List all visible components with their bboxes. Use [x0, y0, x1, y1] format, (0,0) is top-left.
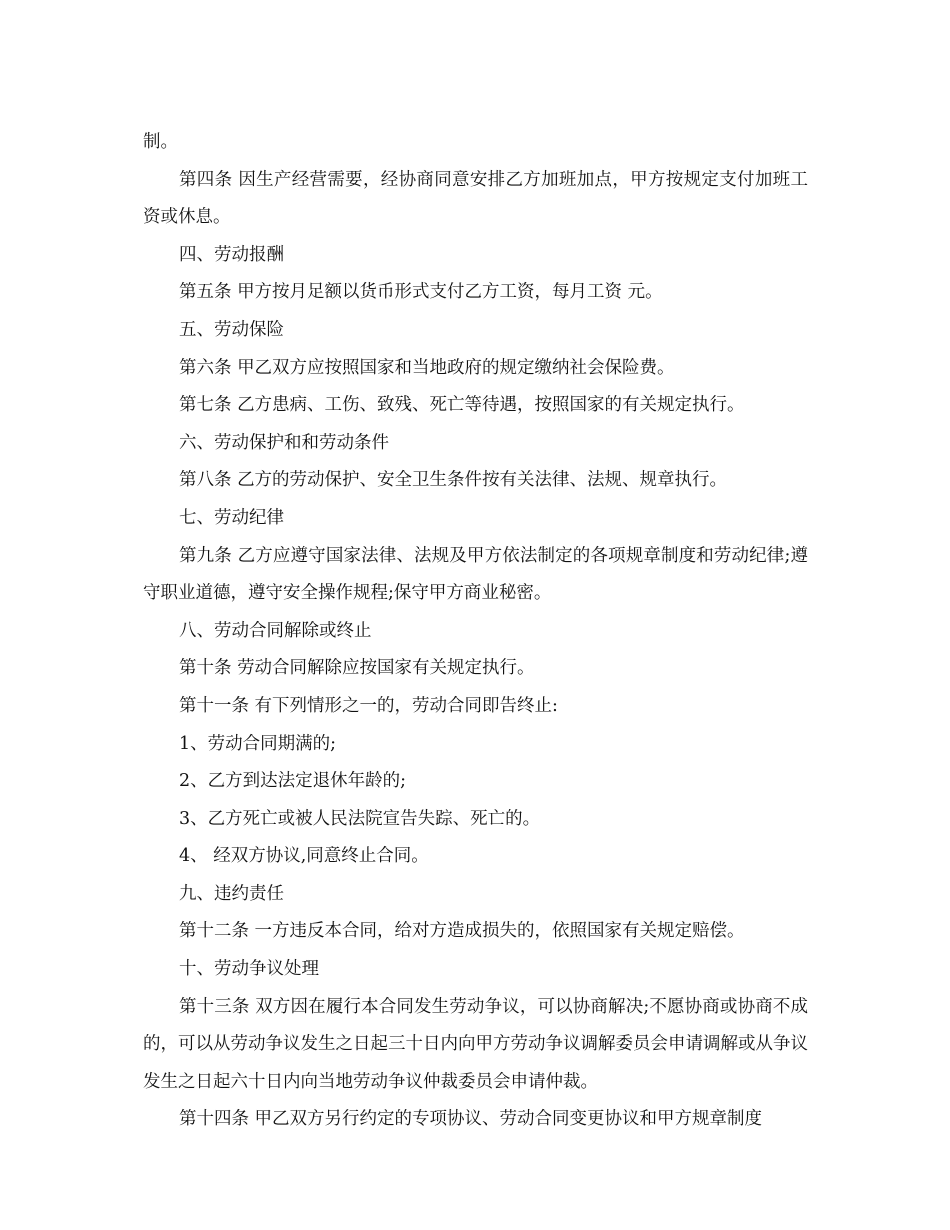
section-heading-liability: 九、违约责任 [179, 883, 284, 904]
article-12: 第十二条 一方违反本合同，给对方造成损失的，依照国家有关规定赔偿。 [179, 921, 745, 942]
list-item-2: 2、乙方到达法定退休年龄的; [179, 771, 407, 792]
section-heading-discipline: 七、劳动纪律 [179, 507, 284, 528]
section-heading-insurance: 五、劳动保险 [179, 319, 284, 340]
list-item-3: 3、乙方死亡或被人民法院宣告失踪、死亡的。 [179, 808, 541, 829]
section-heading-protection: 六、劳动保护和和劳动条件 [179, 432, 389, 453]
paragraph-continuation: 制。 [143, 132, 178, 152]
article-14: 第十四条 甲乙双方另行约定的专项协议、劳动合同变更协议和甲方规章制度 [179, 1109, 763, 1130]
list-item-1: 1、劳动合同期满的; [179, 733, 337, 754]
section-heading-dispute: 十、劳动争议处理 [179, 959, 319, 980]
article-8: 第八条 乙方的劳动保护、安全卫生条件按有关法律、法规、规章执行。 [179, 470, 728, 491]
article-7: 第七条 乙方患病、工伤、致残、死亡等待遇，按照国家的有关规定执行。 [179, 395, 745, 416]
article-5: 第五条 甲方按月足额以货币形式支付乙方工资，每月工资 元。 [179, 282, 663, 303]
article-6: 第六条 甲乙双方应按照国家和当地政府的规定缴纳社会保险费。 [179, 357, 675, 378]
document-body [143, 124, 808, 1139]
article-11: 第十一条 有下列情形之一的，劳动合同即告终止: [179, 695, 558, 716]
section-heading-termination: 八、劳动合同解除或终止 [179, 620, 372, 641]
article-13: 第十三条 双方因在履行本合同发生劳动争议，可以协商解决;不愿协商或协商不成的，可以从劳动争议发生之日起三十日内向甲方劳动争议调解委员会申请调解或从争议发生之日起六十日内向当地劳动争议仲裁委员会申请仲裁。 [143, 996, 808, 1092]
article-4: 第四条 因生产经营需要，经协商同意安排乙方加班加点，甲方按规定支付加班工资或休息。 [143, 169, 808, 228]
article-9: 第九条 乙方应遵守国家法律、法规及甲方依法制定的各项规章制度和劳动纪律;遵守职业道德，遵守安全操作规程;保守甲方商业秘密。 [143, 545, 808, 604]
section-heading-remuneration: 四、劳动报酬 [179, 244, 284, 265]
list-item-4: 4、 经双方协议,同意终止合同。 [179, 846, 429, 867]
article-10: 第十条 劳动合同解除应按国家有关规定执行。 [179, 658, 535, 679]
